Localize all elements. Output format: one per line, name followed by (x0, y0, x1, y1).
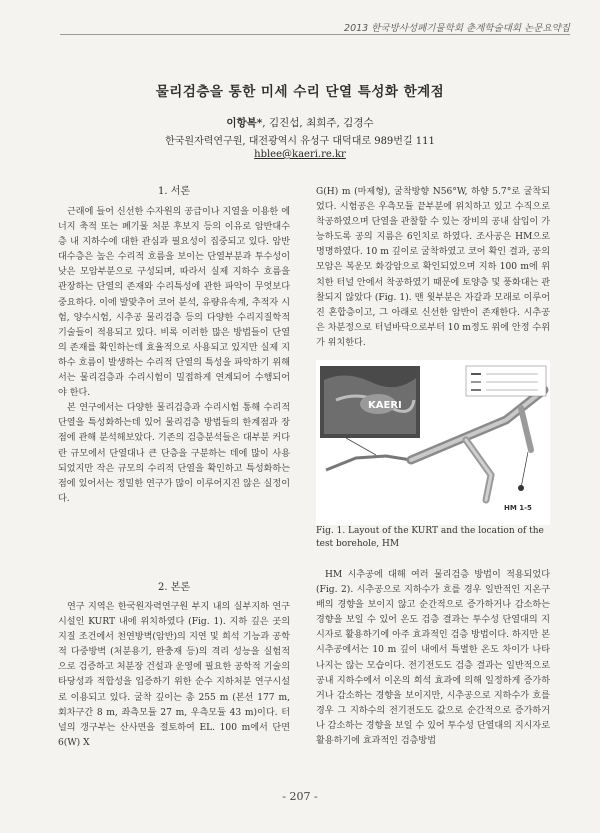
figure-caption: Fig. 1. Layout of the KURT and the location of the test borehole, HM (316, 526, 544, 549)
author-line (0, 115, 600, 130)
header-rule (60, 34, 570, 35)
affiliation: 한국원자력연구원, 대전광역시 유성구 대덕대로 989번길 111 (165, 136, 435, 147)
page-number: - 207 - (282, 790, 318, 803)
intro-paragraph-1: 근래에 들어 신선한 수자원의 공급이나 지열을 이용한 에너지 축적 또는 폐기물 처분 후보지 등의 이유로 암반대수층 내 지하수에 대한 관심과 필요성이 집중되고 있다. 암반대수층은 높은 수리적 흐름을 보이는 단열부분과 투수성이 낮은 모암부분으로 구성되며, 따라서 실제 지하수 흐름을 관장하는 단열의 존재와 수리특성에 관한 파악이 무엇보다 중요하다. 이에 발맞추어 코어 분석, 유량유속계, 추적자 시험, 양수시험, 시추공 물리검층 등의 다양한 수리지질학적 기술들이 적용되고 있다. 비록 이러한 많은 방법들이 단열의 존재를 확인하는데 효율적으로 사용되고 있지만 실제 지하수 흐름이 발생하는 수리적 단열의 특성을 파악하기 위해서는 물리검층과 수리시험이 밀접하게 연계되어 수행되어야 한다. (58, 207, 290, 399)
author-email[interactable]: hblee@kaeri.re.kr (254, 149, 346, 160)
section-heading-body: 2. 본론 (157, 582, 191, 593)
right-column-top (316, 185, 550, 355)
right-paragraph-2: HM 시추공에 대해 여러 물리검층 방법이 적용되었다 (Fig. 2). 시추공으로 지하수가 흐를 경우 일반적인 지온구배의 경향을 보이지 않고 순간적으로 증가하거나 감소하는 경향을 보일 수 있어 온도 검층 결과는 투수성 단열대의 지시자로 활용하기에 아주 효과적인 검층 방법이다. 하지만 본 시추공에서는 10 m 깊이 내에서 특별한 온도 차이가 나타나지는 않는 모습이다. 전기전도도 검층 결과는 일반적으로 공내 지하수에서 이온의 희석 효과에 의해 일정하게 증가하거나 감소하는 경향을 보이지만, 시추공으로 지하수가 흐를 경우 그 지하수의 전기전도도 값으로 순간적으로 증가하거나 감소하는 경향을 보일 수 있어 투수성 단열대의 지시자로 활용하기에 효과적인 검층방법 (316, 570, 550, 747)
intro-paragraph-2: 본 연구에서는 다양한 물리검층과 수리시험 통해 수리적 단열을 특성화하는데 있어 물리검층 방법들의 한계점과 장점에 관해 분석해보았다. 기존의 검층분석들은 대부분 커다란 규모에서 단열대나 큰 단층을 구분하는 데에 많이 사용되었지만 작은 규모의 수리적 단열을 확인하고 특성화하는 점에 있어서는 정밀한 연구가 많이 이루어지진 않은 실정이다. (58, 403, 290, 504)
map-label-kaeri: KAERI (368, 400, 402, 411)
right-column-bottom (316, 568, 550, 788)
section-heading-intro: 1. 서론 (157, 186, 191, 197)
left-column-body (58, 600, 290, 785)
body-paragraph-1: 연구 지역은 한국원자력연구원 부지 내의 실부지하 연구시설인 KURT 내에 위치하였다 (Fig. 1). 지하 깊은 곳의 지질 조건에서 천연방벽(암반)의 지연 및 희석 기능과 공학적 다중방벽 (처분용기, 완충재 등)의 격리 성능을 실험적으로 검증하고 처분장 건설과 운영에 필요한 공학적 기술의 타당성과 적합성을 입증하기 위한 순수 지하처분 연구시설로 이용되고 있다. 굴착 깊이는 총 255 m (본선 177 m, 회차구간 8 m, 좌측모듈 27 m, 우측모듈 43 m)이다. 터널의 갱구부는 산사면을 절토하여 EL. 100 m에서 단면 6(W) X (58, 602, 290, 748)
borehole-label: HM 1-5 (504, 504, 532, 512)
lead-author: 이항복* (226, 117, 263, 129)
figure-kurt-layout (316, 360, 550, 525)
left-column-intro (58, 205, 290, 550)
paper-title: 물리검층을 통한 미세 수리 단열 특성화 한계점 (155, 84, 445, 100)
running-head: 2013 한국방사성폐기물학회 춘계학술대회 논문요약집 (344, 23, 570, 34)
right-paragraph-1: G(H) m (마제형), 굴착방향 N56°W, 하향 5.7°로 굴착되었다. 시험공은 우측모듈 끝부분에 위치하고 있고 수직으로 착공하였으며 단열을 관찰할 수 있는 장비의 공내 삽입이 가능하도록 공의 지름은 6인치로 하였다. 조사공은 HM으로 명명하였다. 10 m 깊이로 굴착하였고 코어 확인 결과, 공의 모암은 복운모 화강암으로 확인되었으며 지하 100 m에 위치한 터널 안에서 착공하였기 때문에 토양층 및 풍화대는 관찰되지 않았다 (Fig. 1). 맨 윗부분은 자갈과 모래로 이루어진 혼합층이고, 그 아래로 신선한 암반이 존재한다. 시추공은 차분정으로 터널바닥으로부터 10 m정도 위에 안정 수위가 위치한다. (316, 187, 550, 348)
co-authors: , 김진섭, 최희주, 김경수 (262, 117, 374, 129)
